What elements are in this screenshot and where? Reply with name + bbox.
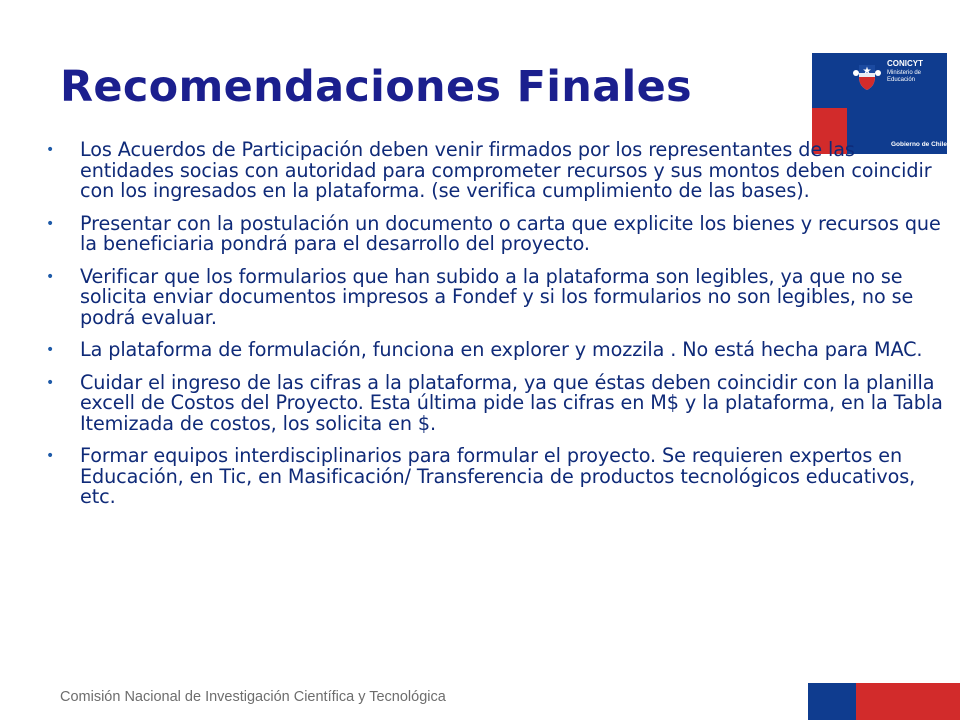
logo-subtitle: Ministerio de Educación bbox=[887, 70, 922, 83]
logo-name: CONICYT bbox=[887, 59, 923, 68]
bullet-item bbox=[46, 264, 952, 329]
footer-flag-bar bbox=[808, 683, 960, 720]
bullet-text: Verificar que los formularios que han subido a la plataforma son legibles, ya que no se solicita enviar documentos impresos a Fondef y si los formularios no son legibles, no se podrá evaluar. bbox=[80, 264, 914, 329]
bullet-text: Formar equipos interdisciplinarios para formular el proyecto. Se requieren expertos en Educación, en Tic, en Masificación/ Transferencia de productos tecnológicos educativos, etc. bbox=[80, 444, 916, 508]
bullet-text: Los Acuerdos de Participación deben venir firmados por los representantes de las entidades socias con autoridad para comprometer recursos y sus montos deben coincidir con los ingresados en la plataforma. (se verifica cumplimiento de las bases). bbox=[80, 138, 932, 202]
bullet-item bbox=[46, 444, 952, 508]
bullet-item bbox=[46, 338, 952, 361]
bullet-marker: • bbox=[46, 448, 55, 464]
logo-government: Gobierno de Chile bbox=[891, 141, 947, 148]
bullet-marker: • bbox=[46, 215, 55, 232]
flag-blue-block bbox=[808, 683, 856, 720]
coat-of-arms-icon bbox=[851, 59, 883, 93]
bullet-marker: • bbox=[46, 374, 55, 391]
bullet-marker: • bbox=[46, 342, 55, 358]
bullet-list bbox=[46, 138, 952, 520]
logo-panel bbox=[847, 53, 947, 154]
bullet-marker: • bbox=[46, 142, 55, 158]
flag-red-block bbox=[856, 683, 960, 720]
bullet-item bbox=[46, 211, 952, 255]
footer-text: Comisión Nacional de Investigación Científica y Tecnológica bbox=[60, 689, 446, 705]
bullet-text: Cuidar el ingreso de las cifras a la plataforma, ya que éstas deben coincidir con la planilla excell de Costos del Proyecto. Esta última pide las cifras en M$ y la plataforma, en la Tabla Itemizada de costos, los solicita en $. bbox=[80, 370, 943, 435]
bullet-text: Presentar con la postulación un documento o carta que explicite los bienes y recursos que la beneficiaria pondrá para el desarrollo del proyecto. bbox=[80, 211, 941, 255]
bullet-item bbox=[46, 370, 952, 435]
bullet-marker: • bbox=[46, 268, 55, 285]
slide-title: Recomendaciones Finales bbox=[60, 62, 692, 112]
bullet-item bbox=[46, 138, 952, 202]
bullet-text: La plataforma de formulación, funciona en explorer y mozzila . No está hecha para MAC. bbox=[80, 338, 923, 361]
